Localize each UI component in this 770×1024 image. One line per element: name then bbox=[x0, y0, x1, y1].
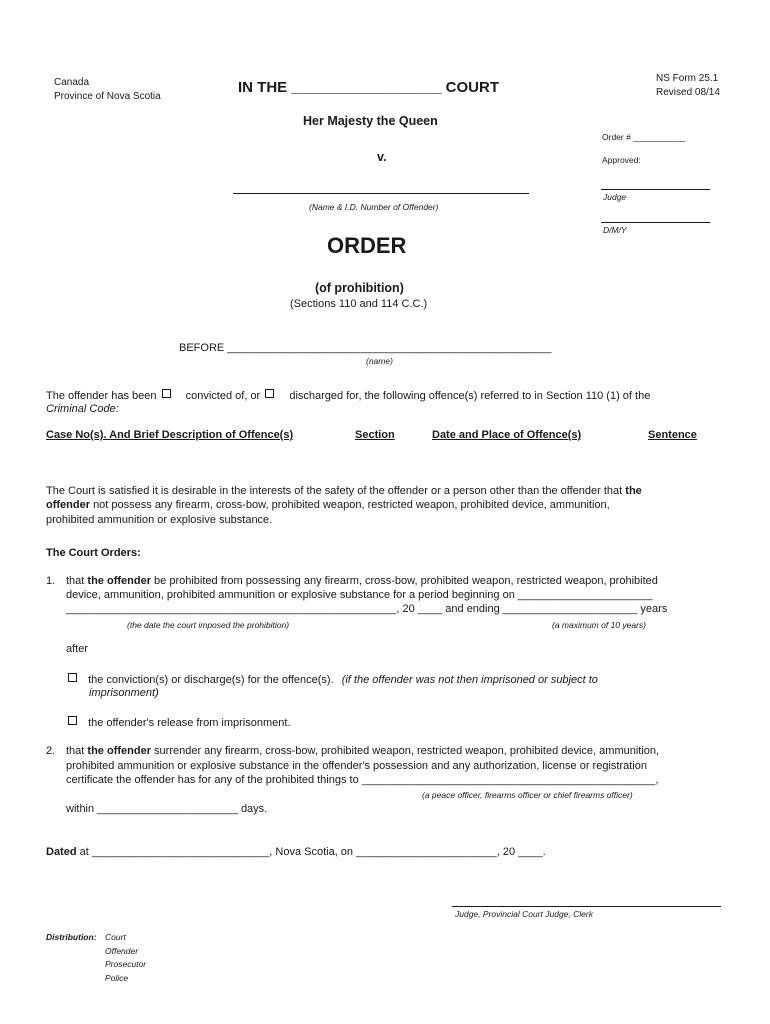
option-conviction-note: (if the offender was not then imprisoned or subject to bbox=[341, 674, 598, 686]
column-header-date-place: Date and Place of Offence(s) bbox=[432, 429, 582, 441]
before-field: BEFORE _____________________________________________________ bbox=[179, 342, 552, 354]
order-1-text-c: be prohibited from possessing any firearm, cross-bow, prohibited weapon, restricted weapon, prohibited bbox=[154, 575, 658, 587]
document-subtitle: (of prohibition) bbox=[315, 281, 404, 295]
order-2-line-3: certificate the offender has for any of the prohibited things to ________________________________________________, bbox=[66, 774, 659, 786]
satisfied-text-2a: offender bbox=[46, 499, 90, 511]
country-label: Canada bbox=[54, 77, 90, 88]
judge-caption: Judge bbox=[603, 192, 627, 202]
order-1-number: 1. bbox=[46, 575, 56, 587]
signature-caption: Judge, Provincial Court Judge, Clerk bbox=[455, 909, 593, 919]
order-2-number: 2. bbox=[46, 745, 56, 757]
order-2-recipient-caption: (a peace officer, firearms officer or chief firearms officer) bbox=[422, 790, 633, 800]
distribution-item-court: Court bbox=[105, 932, 126, 942]
satisfied-text-1a: The Court is satisfied it is desirable in the interests of the safety of the offender or a person other than the offender that bbox=[46, 485, 623, 497]
convicted-checkbox[interactable] bbox=[162, 389, 171, 398]
distribution-item-offender: Offender bbox=[105, 946, 139, 956]
satisfied-line-1 bbox=[46, 485, 642, 497]
option-release bbox=[68, 716, 291, 729]
satisfied-line-2 bbox=[46, 499, 610, 511]
order-1-line-2: device, ammunition, prohibited ammunition or explosive substance for a period beginning on ______________________ bbox=[66, 589, 653, 601]
order-1-max-caption: (a maximum of 10 years) bbox=[552, 620, 646, 630]
crown-name: Her Majesty the Queen bbox=[303, 114, 438, 128]
order-1-text-a: that bbox=[66, 575, 85, 587]
dated-line bbox=[46, 846, 546, 858]
versus-label: v. bbox=[377, 150, 387, 164]
date-line bbox=[601, 222, 710, 223]
distribution-item-police: Police bbox=[105, 973, 129, 983]
after-label: after bbox=[66, 643, 89, 655]
order-2-text-b: the offender bbox=[87, 745, 151, 757]
order-1-line-3: ______________________________________________________, 20 ____ and ending ______________________ years bbox=[66, 603, 668, 615]
option-conviction-note-2: imprisonment) bbox=[89, 687, 159, 699]
convicted-label: convicted of, or bbox=[185, 390, 261, 402]
offender-caption: (Name & I.D. Number of Offender) bbox=[309, 202, 439, 212]
dated-fields: at _____________________________, Nova Scotia, on _______________________, 20 ____. bbox=[79, 846, 546, 858]
document-title: ORDER bbox=[327, 233, 407, 258]
form-number: NS Form 25.1 bbox=[656, 73, 719, 84]
release-checkbox[interactable] bbox=[68, 716, 77, 725]
offender-name-line bbox=[233, 193, 529, 194]
column-header-case: Case No(s). And Brief Description of Offence(s) bbox=[46, 429, 294, 441]
order-1-date-caption: (the date the court imposed the prohibition) bbox=[127, 620, 290, 630]
column-header-section: Section bbox=[355, 429, 395, 441]
column-header-sentence: Sentence bbox=[648, 429, 697, 441]
offender-status-line bbox=[46, 389, 650, 402]
order-2-text-a: that bbox=[66, 745, 85, 757]
distribution-label: Distribution: bbox=[46, 932, 97, 942]
sections-reference: (Sections 110 and 114 C.C.) bbox=[290, 298, 428, 310]
criminal-code-label: Criminal Code: bbox=[46, 403, 119, 415]
conviction-checkbox[interactable] bbox=[68, 673, 77, 682]
order-1-line-1 bbox=[66, 575, 658, 587]
option-release-label: the offender's release from imprisonment. bbox=[88, 717, 291, 729]
revised-date: Revised 08/14 bbox=[656, 87, 720, 98]
order-number-field: Order # ___________ bbox=[602, 132, 686, 142]
discharged-checkbox[interactable] bbox=[265, 389, 274, 398]
signature-line bbox=[452, 906, 721, 907]
option-conviction bbox=[68, 673, 598, 686]
within-days-field: within _______________________ days. bbox=[66, 803, 268, 815]
dmy-caption: D/M/Y bbox=[603, 225, 627, 235]
order-2-line-2: prohibited ammunition or explosive substance in the offender's possession and any authorization, license or registration bbox=[66, 760, 647, 772]
distribution-item-prosecutor: Prosecutor bbox=[105, 959, 147, 969]
court-title: IN THE __________________ COURT bbox=[238, 79, 499, 96]
order-2-line-1 bbox=[66, 745, 659, 757]
option-conviction-label: the conviction(s) or discharge(s) for the offence(s). bbox=[88, 674, 334, 686]
discharged-label: discharged for, the following offence(s) referred to in Section 110 (1) of the bbox=[289, 390, 651, 402]
satisfied-text-2b: not possess any firearm, cross-bow, prohibited weapon, restricted weapon, prohibited device, ammunition, bbox=[93, 499, 610, 511]
satisfied-text-1b: the bbox=[625, 485, 642, 497]
province-label: Province of Nova Scotia bbox=[54, 91, 161, 102]
dated-label: Dated bbox=[46, 846, 77, 858]
order-1-text-b: the offender bbox=[87, 575, 151, 587]
judge-signature-line bbox=[601, 189, 710, 190]
before-caption: (name) bbox=[366, 356, 393, 366]
order-2-text-c: surrender any firearm, cross-bow, prohibited weapon, restricted weapon, prohibited device, ammunition, bbox=[154, 745, 660, 757]
court-orders-heading: The Court Orders: bbox=[46, 547, 141, 559]
offender-prefix: The offender has been bbox=[46, 390, 157, 402]
satisfied-line-3: prohibited ammunition or explosive substance. bbox=[46, 514, 273, 526]
approved-label: Approved: bbox=[602, 155, 641, 165]
